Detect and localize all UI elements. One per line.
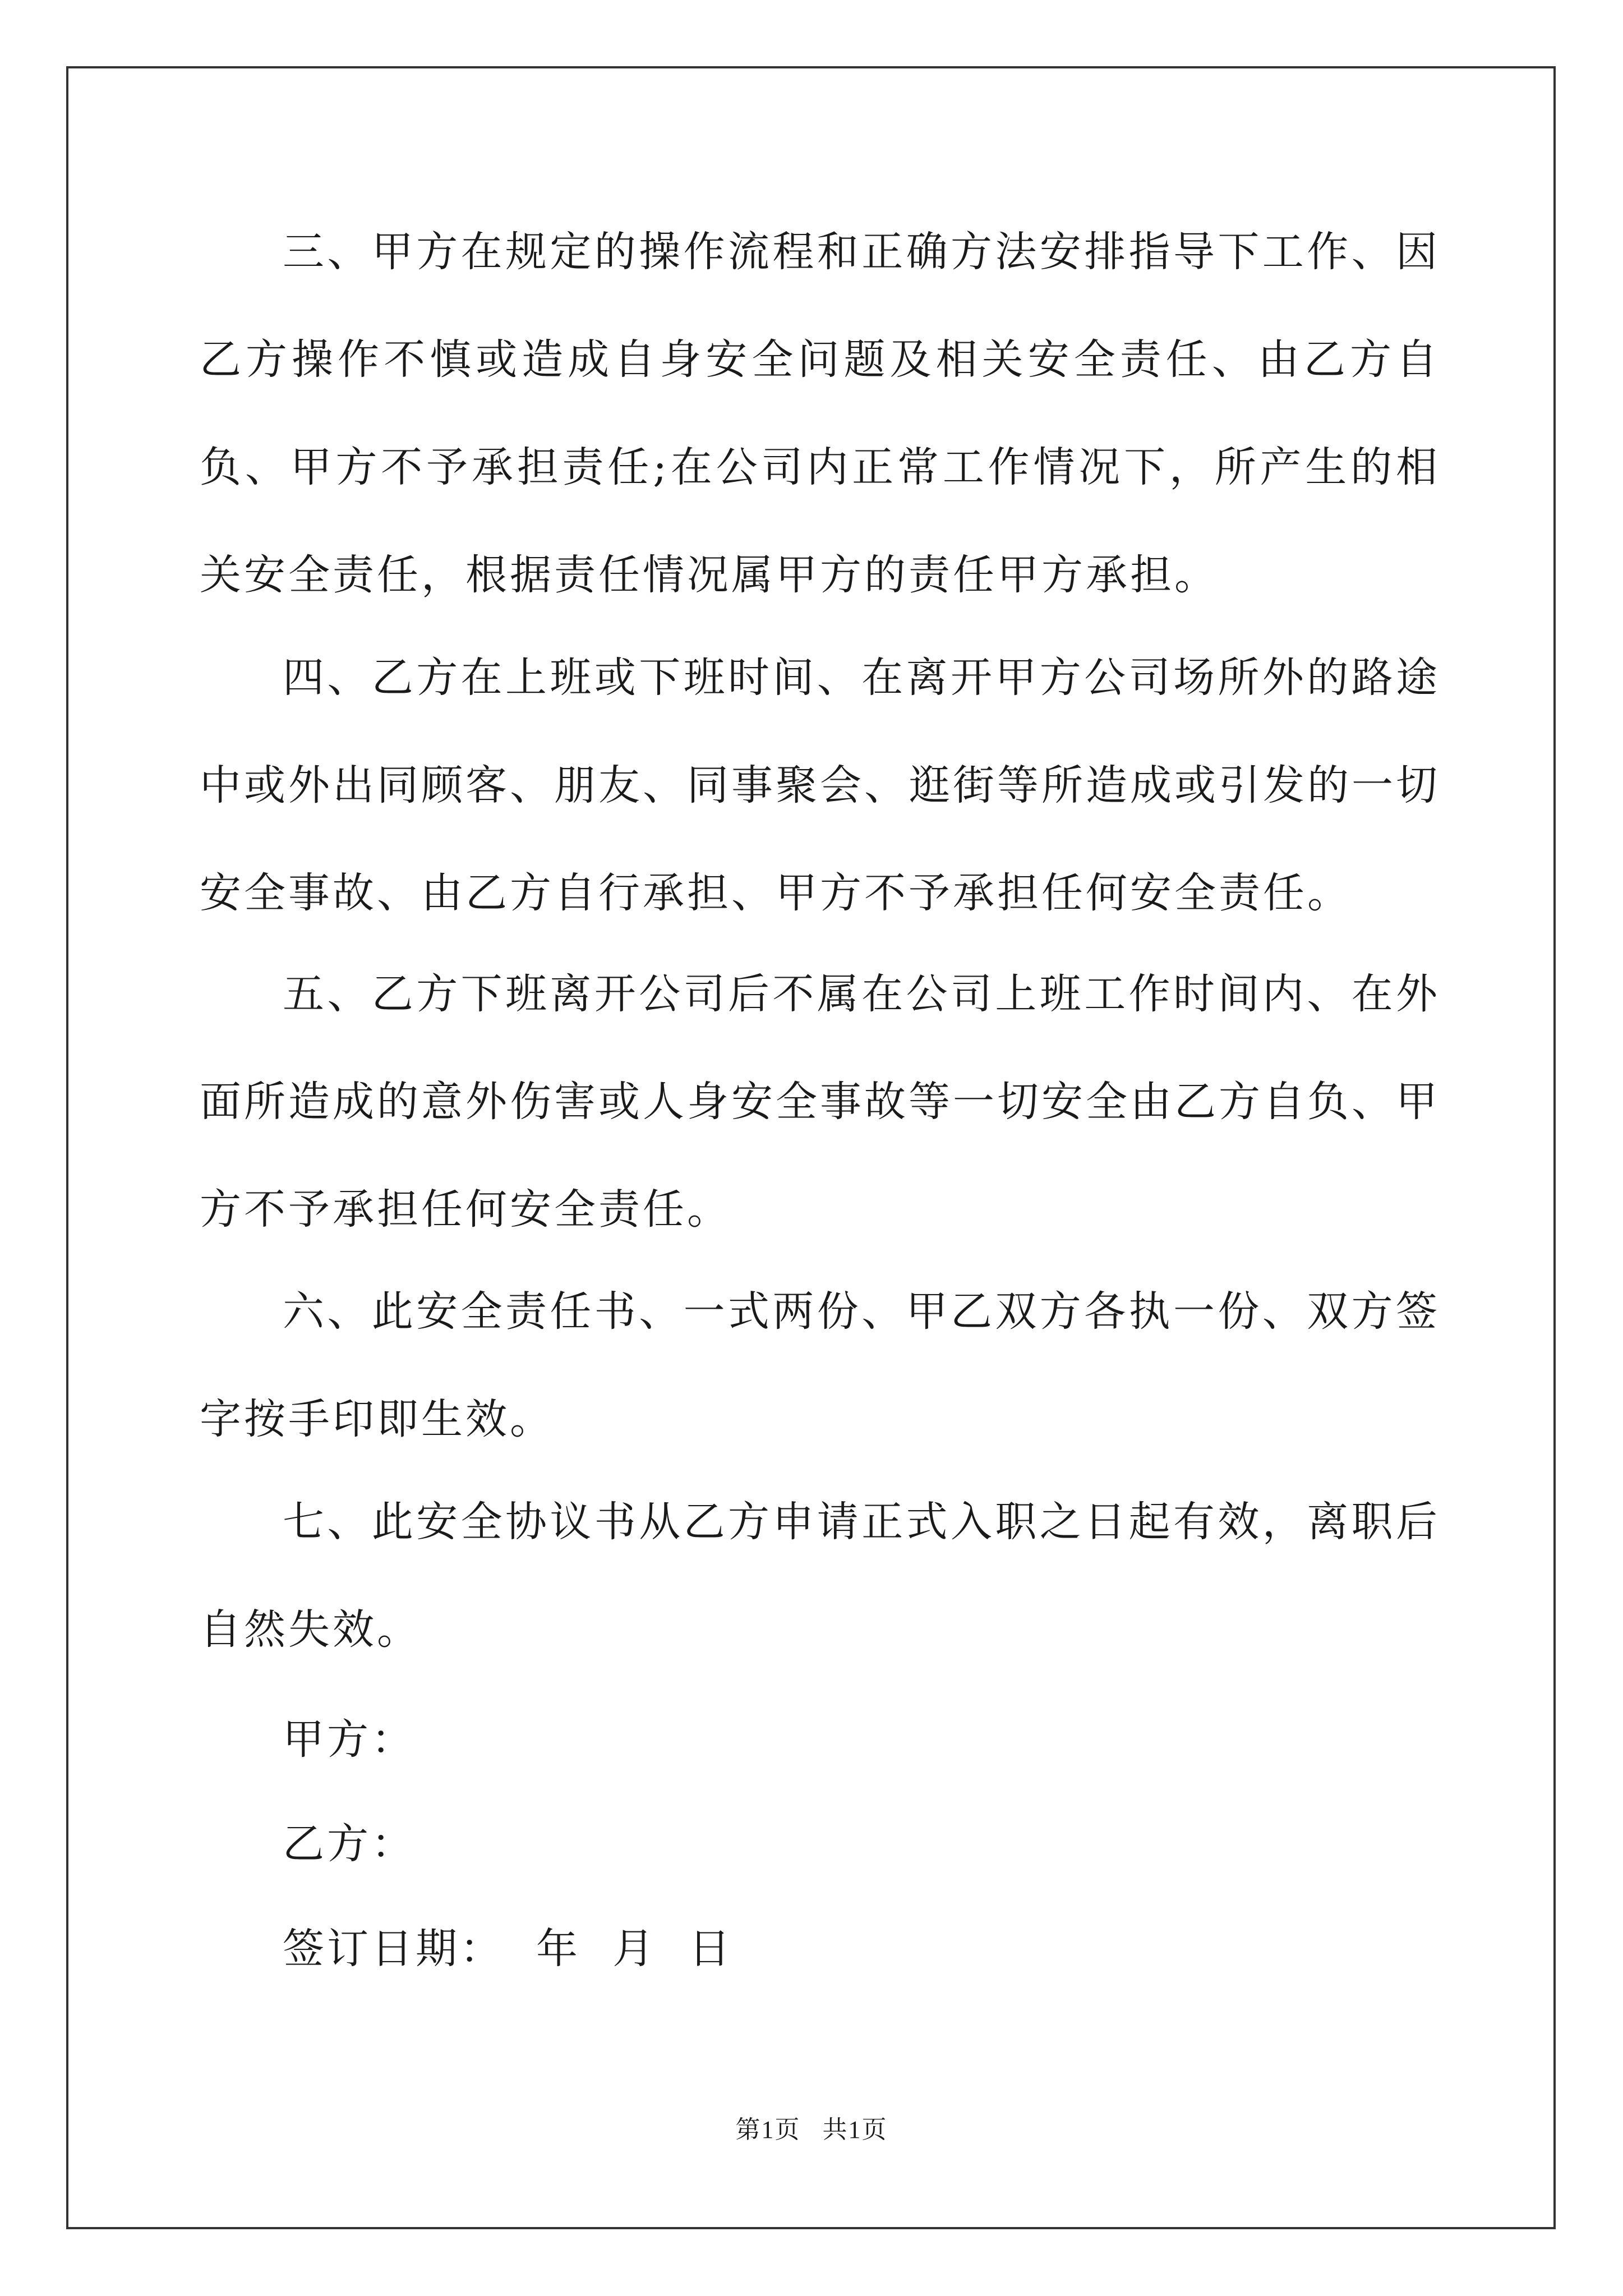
clause-6: 六、此安全责任书、一式两份、甲乙双方各执一份、双方签字按手印即生效。	[200, 1287, 1440, 1443]
signing-date-line: 签订日期： 年 月 日	[283, 1925, 734, 1973]
clause-5: 五、乙方下班离开公司后不属在公司上班工作时间内、在外面所造成的意外伤害或人身安全事故等一切安全由乙方自负、甲方不予承担任何安全责任。	[200, 970, 1440, 1234]
clause-4: 四、乙方在上班或下班时间、在离开甲方公司场所外的路途中或外出同顾客、朋友、同事聚会、逛街等所造成或引发的一切安全事故、由乙方自行承担、甲方不予承担任何安全责任。	[200, 654, 1440, 917]
party-a-signature-line: 甲方：	[283, 1715, 416, 1764]
party-b-signature-line: 乙方：	[283, 1820, 416, 1868]
clause-3: 三、甲方在规定的操作流程和正确方法安排指导下工作、因乙方操作不慎或造成自身安全问题及相关安全责任、由乙方自负、甲方不予承担责任;在公司内正常工作情况下，所产生的相关安全责任，根据责任情况属甲方的责任甲方承担。	[200, 228, 1440, 599]
page-footer: 第1页 共1页	[735, 2116, 888, 2143]
clause-7: 七、此安全协议书从乙方申请正式入职之日起有效，离职后自然失效。	[200, 1498, 1440, 1654]
